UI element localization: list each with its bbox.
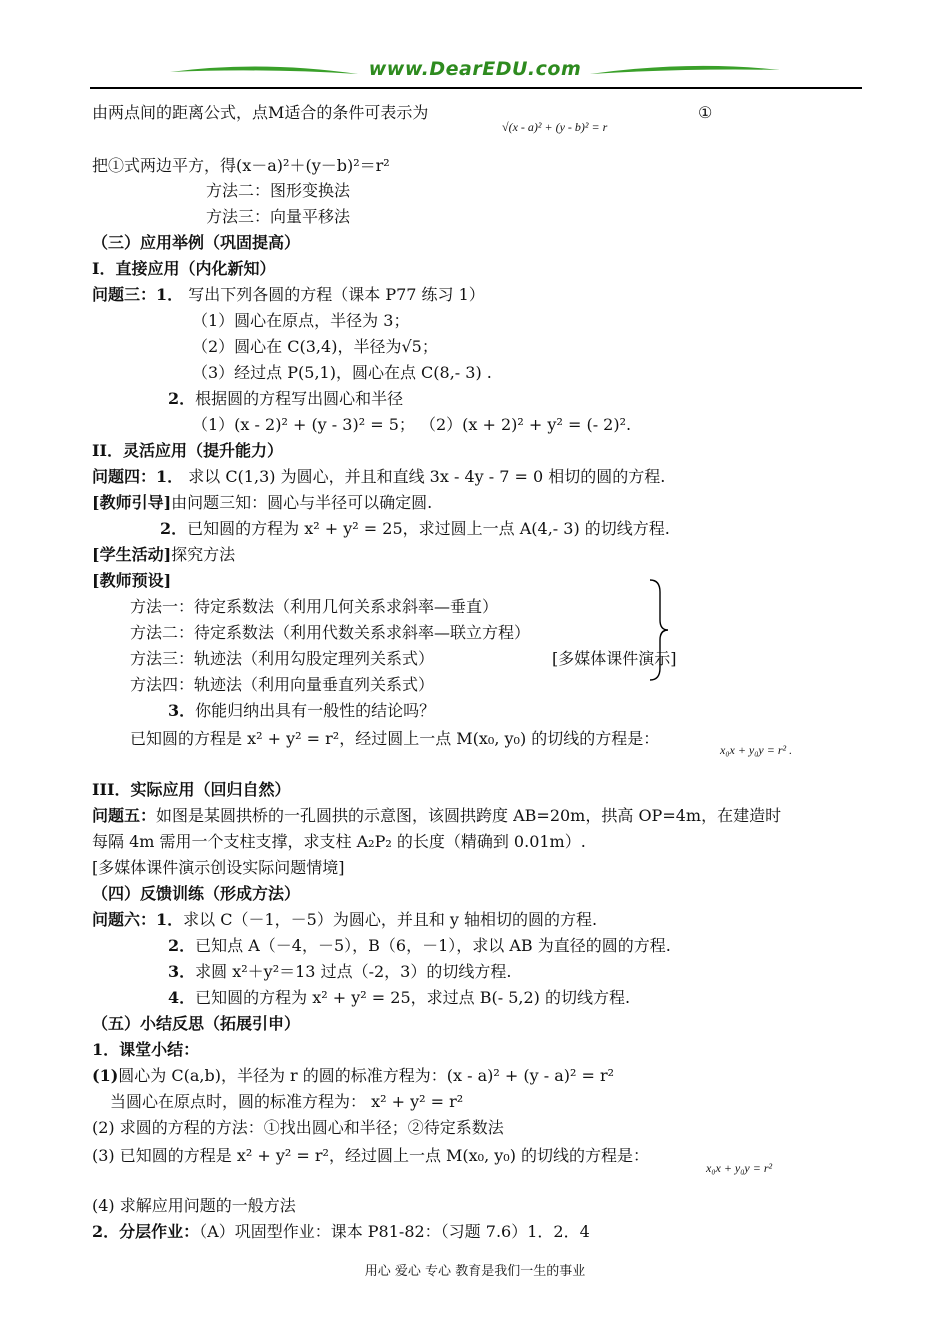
question-line <box>92 285 485 305</box>
item-number: 4． <box>168 988 196 1007</box>
item-number: (1) <box>92 1066 119 1085</box>
question-text: 求以 C(1,3) 为圆心，并且和直线 3x - 4y - 7 = 0 相切的圆的方程. <box>183 467 666 486</box>
formula: √(x - a)² + (y - b)² = r <box>502 120 608 134</box>
question-line <box>168 936 671 956</box>
tag-label: [学生活动] <box>92 545 172 564</box>
header-rule <box>90 87 862 89</box>
question-line <box>168 962 511 982</box>
item-text: 根据圆的方程写出圆心和半径 <box>195 389 404 408</box>
formula-marker: ① <box>698 103 713 122</box>
item-number: 2． <box>168 389 196 408</box>
text-line: （3）经过点 P(5,1)，圆心在点 C(8,- 3) . <box>192 363 492 382</box>
text-line <box>92 493 432 513</box>
question-line <box>92 910 597 930</box>
formula: x₀x + y₀y = r² . <box>720 743 793 757</box>
text-line <box>92 545 235 565</box>
question-line <box>168 701 435 721</box>
tag-label: [教师预设] <box>92 571 172 590</box>
right-brace-icon <box>648 578 670 682</box>
item-text: 已知圆的方程为 x² + y² = 25，求过点 B(- 5,2) 的切线方程. <box>195 988 631 1007</box>
tag-label: [教师引导] <box>92 493 172 512</box>
text-line: （2）圆心在 C(3,4)，半径为√5； <box>192 337 438 356</box>
page-header <box>90 58 862 90</box>
text-line: (2) 求圆的方程的方法：①找出圆心和半径；②待定系数法 <box>92 1118 504 1137</box>
text-line: 当圆心在原点时，圆的标准方程为： x² + y² = r² <box>110 1092 464 1111</box>
question-label: 问题六：1． <box>92 910 184 929</box>
text-line: （1）圆心在原点，半径为 3； <box>192 311 410 330</box>
text-line <box>92 1222 590 1242</box>
subsection-heading: 1．课堂小结： <box>92 1040 200 1059</box>
question-label: 问题四：1． <box>92 467 184 486</box>
question-line <box>92 467 665 487</box>
item-text: 已知圆的方程为 x² + y² = 25，求过圆上一点 A(4,- 3) 的切线方程. <box>187 519 670 538</box>
site-logo-text: www.DearEDU.com <box>368 58 582 80</box>
question-label: 问题三：1． <box>92 285 184 304</box>
item-text: 求圆 x²＋y²＝13 过点（-2，3）的切线方程. <box>195 962 512 981</box>
homework-text: （A）巩固型作业：课本 P81-82：（习题 7.6）1．2．4 <box>199 1222 590 1241</box>
text-line: （1）(x - 2)² + (y - 3)² = 5； （2）(x + 2)² + y² = (- 2)². <box>192 415 632 434</box>
subsection-heading: III．实际应用（回归自然） <box>92 780 291 799</box>
text-line: (4) 求解应用问题的一般方法 <box>92 1196 296 1215</box>
formula: x₀x + y₀y = r² <box>706 1161 773 1175</box>
item-number: 3． <box>168 962 196 981</box>
item-number: 2． <box>160 519 188 538</box>
question-text: 如图是某圆拱桥的一孔圆拱的示意图，该圆拱跨度 AB=20m，拱高 OP=4m，在建造时 <box>156 806 782 825</box>
text-line: 方法二：图形变换法 <box>206 181 351 200</box>
text-line: 由两点间的距离公式，点M适合的条件可表示为 <box>92 103 429 122</box>
page-footer: 用心 爱心 专心 教育是我们一生的事业 <box>364 1264 586 1279</box>
tag-text: 探究方法 <box>171 545 236 564</box>
section-heading: （四）反馈训练（形成方法） <box>92 884 301 903</box>
question-line <box>160 519 670 539</box>
subsection-heading: I．直接应用（内化新知） <box>92 259 276 278</box>
question-line <box>168 389 403 409</box>
text-line: [多媒体课件演示创设实际问题情境] <box>92 858 345 877</box>
question-label: 问题五： <box>92 806 157 825</box>
text-line: 方法三：向量平移法 <box>206 207 351 226</box>
text-line: 方法三：轨迹法（利用勾股定理列关系式） <box>130 649 435 668</box>
text-line: 方法一：待定系数法（利用几何关系求斜率—垂直） <box>130 597 499 616</box>
text-line: (3) 已知圆的方程是 x² + y² = r²，经过圆上一点 M(x₀, y₀) 的切线的方程是： <box>92 1146 650 1165</box>
homework-label: 2．分层作业： <box>92 1222 200 1241</box>
text-line: 把①式两边平方，得(x－a)²＋(y－b)²＝r² <box>92 156 390 175</box>
question-text: 求以 C（－1，－5）为圆心，并且和 y 轴相切的圆的方程. <box>183 910 598 929</box>
tag-text: 由问题三知：圆心与半径可以确定圆. <box>171 493 433 512</box>
multimedia-tag: [多媒体课件演示] <box>552 649 677 668</box>
section-heading: （三）应用举例（巩固提高） <box>92 233 301 252</box>
text-line <box>92 1066 614 1086</box>
text-line: 已知圆的方程是 x² + y² = r²，经过圆上一点 M(x₀, y₀) 的切线的方程是： <box>130 729 660 748</box>
item-text: 已知点 A（－4，－5），B（6，－1），求以 AB 为直径的圆的方程. <box>195 936 671 955</box>
item-number: 3． <box>168 701 196 720</box>
question-line <box>168 988 630 1008</box>
item-text: 圆心为 C(a,b)，半径为 r 的圆的标准方程为：(x - a)² + (y - a)² = r² <box>118 1066 615 1085</box>
item-text: 你能归纳出具有一般性的结论吗？ <box>195 701 436 720</box>
subsection-heading: II．灵活应用（提升能力） <box>92 441 283 460</box>
question-text: 写出下列各圆的方程（课本 P77 练习 1） <box>183 285 485 304</box>
text-line: 方法四：轨迹法（利用向量垂直列关系式） <box>130 675 435 694</box>
question-line <box>92 806 781 826</box>
section-heading: （五）小结反思（拓展引申） <box>92 1014 301 1033</box>
text-line: 方法二：待定系数法（利用代数关系求斜率—联立方程） <box>130 623 531 642</box>
text-line: 每隔 4m 需用一个支柱支撑，求支柱 A₂P₂ 的长度（精确到 0.01m）. <box>92 832 586 851</box>
item-number: 2． <box>168 936 196 955</box>
